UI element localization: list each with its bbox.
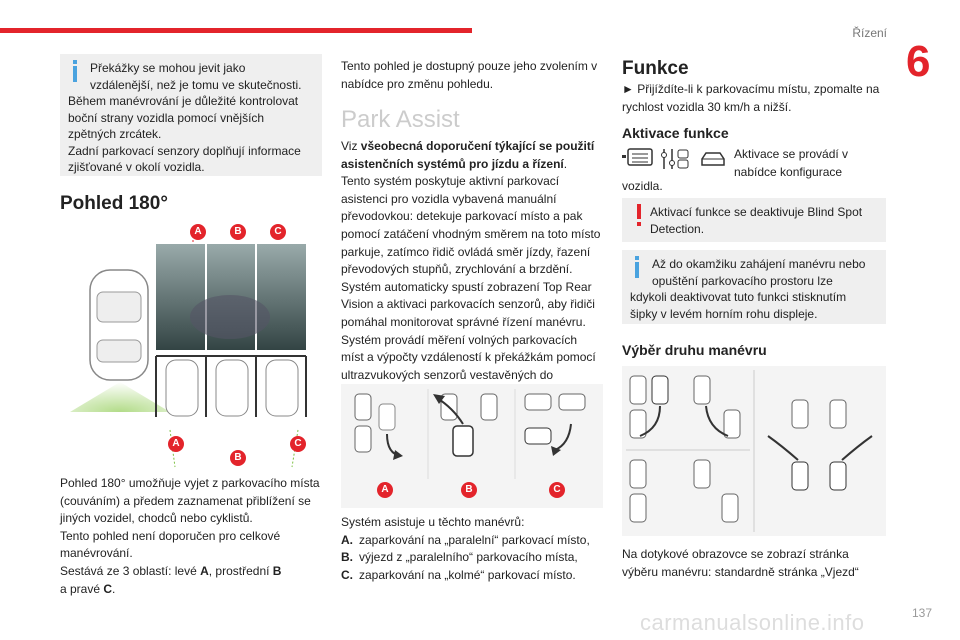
text-line: Viz všeobecná doporučení týkající se použití [341, 139, 595, 153]
info-icon [68, 60, 82, 82]
text-line: pomáhal monitorovat správné řízení manévru. [341, 314, 586, 329]
text-line: parkuje, zatímco řidič ovládá směr jízdy, řazení [341, 244, 591, 259]
funkce-paragraph [622, 81, 892, 116]
text-line: vozidla. [622, 179, 663, 193]
text-line: nabídce konfigurace [734, 164, 843, 179]
info-note [60, 54, 322, 176]
text-line: Systém automaticky spustí zobrazení Top Rear [341, 279, 592, 294]
watermark: carmanualsonline.info [640, 610, 865, 635]
heading-pohled-180: Pohled 180° [60, 193, 168, 214]
text-line: manévrování. [60, 546, 133, 561]
text-line: Na dotykové obrazovce se zobrazí stránka [622, 547, 849, 561]
text-line: Detection. [650, 221, 705, 236]
info-note [622, 250, 886, 324]
heading-aktivace: Aktivace funkce [622, 125, 729, 141]
heading-park-assist: Park Assist [341, 106, 460, 133]
badge-a: A [168, 436, 184, 452]
badge-c: C [549, 482, 565, 498]
text-line: ► Přijíždíte-li k parkovacímu místu, zpomalte na [622, 82, 880, 96]
settings-icons [622, 147, 732, 171]
note-line: Během manévrování je důležité kontrolovat [68, 94, 299, 108]
badge-a: A [190, 224, 206, 240]
heading-vyber-manevru: Výběr druhu manévru [622, 342, 767, 358]
text-line: Systém provádí měření volných parkovacích [341, 332, 578, 347]
exclamation-icon [632, 204, 646, 226]
note-line: Překážky se mohou jevit jako [90, 61, 246, 75]
page-number: 137 [911, 606, 932, 620]
badge-b: B [230, 224, 246, 240]
text-line: Vision a aktivaci parkovacích senzorů, aby řidiči [341, 297, 595, 312]
text-line: Aktivace se provádí v [734, 147, 849, 161]
manoeuvre-list [341, 514, 611, 584]
text-line: Tento systém poskytuje aktivní parkovací [341, 174, 560, 189]
text-line: Sestává ze 3 oblastí: levé A, prostřední B [60, 563, 282, 578]
note-line: zjišťované v okolí vozidla. [68, 160, 205, 174]
section-title: Řízení [852, 26, 887, 40]
text-line: rychlost vozidla 30 km/h a nižší. [622, 99, 792, 114]
text-line: a pravé C. [60, 581, 116, 596]
illustration-manoeuvres [341, 384, 603, 508]
text-line: (couváním) a předem zaznamenat přiblížení se [60, 493, 311, 508]
illustration-manoeuvre-selection [622, 366, 886, 536]
info-icon [630, 256, 644, 278]
text-line: výběru manévru: standardně stránka „Vjezd“ [622, 564, 859, 579]
list-item: C. zaparkování na „kolmé“ parkovací místo. [341, 567, 576, 582]
badge-c: C [270, 224, 286, 240]
note-line: Zadní parkovací senzory doplňují informace [68, 143, 301, 158]
text-line: šipky v levém horním rohu displeje. [630, 306, 818, 321]
heading-funkce: Funkce [622, 58, 689, 79]
text-line: opuštění parkovacího prostoru lze [652, 273, 833, 288]
text-line: ultrazvukových senzorů vestavěných do [341, 367, 554, 382]
list-item: A. zaparkování na „paralelní“ parkovací místo, [341, 532, 590, 547]
text-line: asistenčních systémů pro jízdu a řízení. [341, 156, 568, 171]
park-assist-body [341, 138, 611, 402]
badge-b: B [461, 482, 477, 498]
vehicle-settings-icon [662, 149, 689, 169]
intro-paragraph [341, 58, 611, 93]
text-line: kdykoli deaktivovat tuto funkci stisknutím [630, 290, 847, 304]
chapter-number: 6 [906, 37, 931, 86]
aktivace-text [734, 146, 884, 181]
warning-note [622, 198, 886, 242]
bottom-paragraph [622, 546, 892, 581]
text-line: Tento pohled není doporučen pro celkové [60, 528, 281, 543]
text-line: Pohled 180° umožňuje vyjet z parkovacího místa [60, 476, 320, 490]
badge-b: B [230, 450, 246, 466]
text-line: Systém asistuje u těchto manévrů: [341, 515, 525, 529]
text-line: převodovkou: detekuje parkovací místo a pak [341, 209, 583, 224]
text-line: Aktivací funkce se deaktivuje Blind Spot [650, 205, 863, 219]
header-bar [0, 28, 472, 33]
text-line: převodových stupňů, zrychlování a brzdění. [341, 262, 573, 277]
text-line: Až do okamžiku zahájení manévru nebo [652, 257, 866, 271]
text-line: jiných vozidel, chodců nebo cyklistů. [60, 511, 253, 526]
text-line: pomocí zatáčení vhodným směrem na toto místo [341, 226, 601, 241]
note-line: boční strany vozidla pomocí vnějších [68, 110, 265, 125]
illustration-180-view [60, 222, 322, 472]
menu-icon [622, 149, 652, 165]
text-line: nabídce pro změnu pohledu. [341, 76, 494, 91]
text-line: míst a výpočty vzdáleností k překážkám pomocí [341, 350, 596, 365]
badge-a: A [377, 482, 393, 498]
badge-c: C [290, 436, 306, 452]
text-line: Tento pohled je dostupný pouze jeho zvolením v [341, 59, 598, 73]
paragraph-180 [60, 475, 330, 598]
list-item: B. výjezd z „paralelního“ parkovacího místa, [341, 550, 578, 565]
car-icon [702, 153, 724, 165]
note-line: zpětných zrcátek. [68, 127, 162, 141]
note-line: vzdálenější, než je tomu ve skutečnosti. [90, 77, 302, 92]
text-line: asistenci pro vozidla vybavená manuální [341, 191, 557, 206]
